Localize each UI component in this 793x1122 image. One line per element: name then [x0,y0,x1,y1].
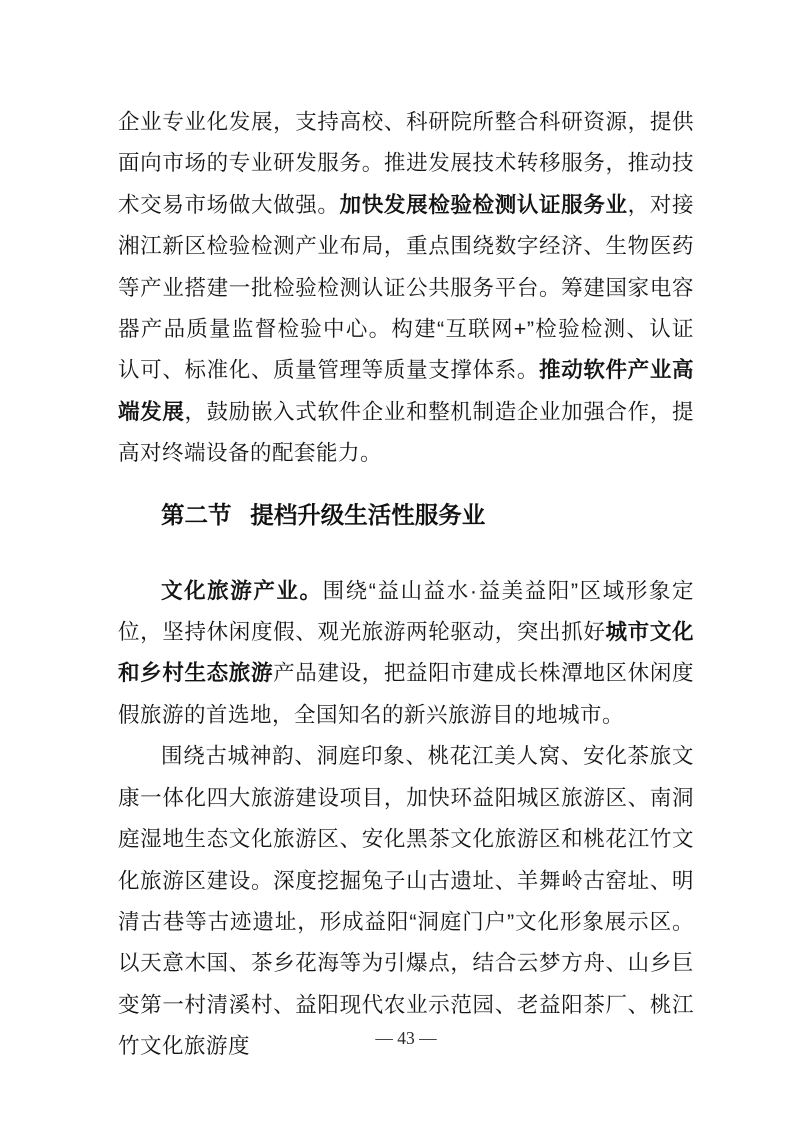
text-run: 产品建设，把益阳市建成长株潭地区休闲度假旅游的首选地，全国知名的新兴旅游目的地城市。 [118,661,694,727]
text-run: 围绕古城神韵、洞庭印象、桃花江美人窝、安化茶旅文康一体化四大旅游建设项目，加快环益阳城区旅游区、南洞庭湿地生态文化旅游区、安化黑茶文化旅游区和桃花江竹文化旅游区建设。深度挖掘兔子山古遗址、羊舞岭古窑址、明清古巷等古迹遗址，形成益阳“洞庭门户”文化形象展示区。以天意木国、茶乡花海等为引爆点，结合云梦方舟、山乡巨变第一村清溪村、益阳现代农业示范园、老益阳茶厂、桃江竹文化旅游度 [118,744,694,1059]
bold-text-run: 加快发展检验检测认证服务业 [339,192,628,217]
page-number: — 43 — [375,1028,437,1048]
paragraph-culture-tourism [118,571,694,737]
bold-text-run: 城市文化和乡村生态旅游 [118,620,694,686]
text-run: ，鼓励嵌入式软件企业和整机制造企业加强合作，提高对终端设备的配套能力。 [118,399,694,466]
text-run: 围绕“益山益水·益美益阳”区域形象定位，坚持休闲度假、观光旅游两轮驱动，突出抓好 [118,578,694,645]
paragraph-continuation [118,102,694,475]
bold-text-run: 推动软件产业高端发展 [118,358,694,424]
section-heading [161,501,694,531]
paragraph-tourism-projects [118,736,694,1067]
document-body [118,102,694,1068]
text-run: 企业专业化发展，支持高校、科研院所整合科研资源，提供面向市场的专业研发服务。推进发展技术转移服务，推动技术交易市场做大做强。 [118,110,694,217]
page-footer [118,1026,694,1050]
section-title: 提档升级生活性服务业 [250,502,486,529]
bold-text-run: 文化旅游产业。 [161,578,323,603]
text-run: ，对接湘江新区检验检测产业布局，重点围绕数字经济、生物医药等产业搭建一批检验检测认证公共服务平台。筹建国家电容器产品质量监督检验中心。构建“互联网+”检验检测、认证认可、标准化、质量管理等质量支撑体系。 [118,192,694,383]
section-number: 第二节 [161,502,232,529]
